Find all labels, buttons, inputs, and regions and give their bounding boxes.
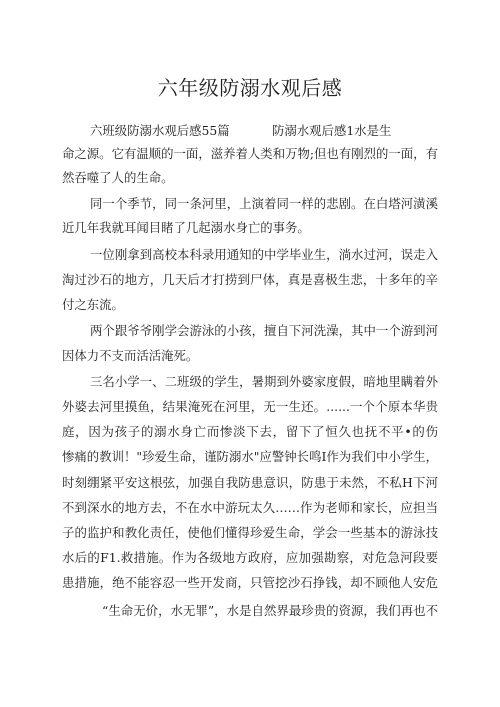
paragraph-first-line: 同一个季节，同一条河里，上演着同一样的悲剧。在白塔河潢溪 (90, 196, 438, 211)
paragraph-first-line: 三名小学一、二班级的学生，暑期到外婆家度假，暗地里瞒着外 (90, 374, 438, 389)
paragraph-first-line: 两个跟爷爷刚学会游泳的小孩，擅自下河洗澡，其中一个游到河 (90, 323, 438, 338)
body-line: 庭，因为孩子的溺水身亡而惨淡下去，留下了恒久也抚不平•的伤 (62, 424, 438, 439)
body-line: 近几年我就耳闻目睹了几起溺水身亡的事务。 (62, 220, 310, 235)
body-line: 淘过沙石的地方，几天后才打捞到尸体，真是喜极生悲，十多年的辛 (62, 272, 438, 287)
page-title: 六年级防溺水观后感 (157, 76, 343, 100)
body-line: 外婆去河里摸鱼，结果淹死在河里，无一生还。......一个个原本华贵 (62, 399, 438, 414)
body-line: 时刻绷紧平安这根弦，加强自我防患意识，防患于未然，不私H下河 (62, 475, 438, 490)
body-line: 水后的F1.救措施。作为各级地方政府，应加强勘察，对危急河段要 (62, 550, 438, 565)
body-line: 命之源。它有温顺的一面，滋养着人类和万物;但也有刚烈的一面，有 (62, 146, 438, 161)
intro-line-left: 六班级防溺水观后感55篇 (90, 123, 230, 138)
body-line: 然吞噬了人的生命。 (62, 170, 174, 185)
paragraph-first-line: 一位刚拿到高校本科录用通知的中学毕业生，淌水过河，误走入 (90, 247, 438, 262)
body-line: 惨痛的教训！"珍爱生命，谨防溺水"应警钟长鸣I作为我们中小学生， (62, 449, 438, 464)
intro-line-right: 防溺水观后感1水是生 (272, 123, 392, 138)
body-line: 因体力不支而活活淹死。 (62, 348, 199, 363)
body-line: 付之东流。 (62, 297, 124, 312)
paragraph-first-line: “生命无价，水无罪”，水是自然界最珍贵的资源，我们再也不 (102, 603, 438, 618)
body-line: 不到深水的地方去，不在水中游玩太久……作为老师和家长，应担当 (62, 500, 438, 515)
body-line: 子的监护和教化责任，使他们懂得珍爱生命，学会一些基本的游泳技 (62, 525, 438, 540)
body-line: 患措施，绝不能容忍一些开发商，只管挖沙石挣钱，却不顾他人安危 (62, 575, 438, 590)
